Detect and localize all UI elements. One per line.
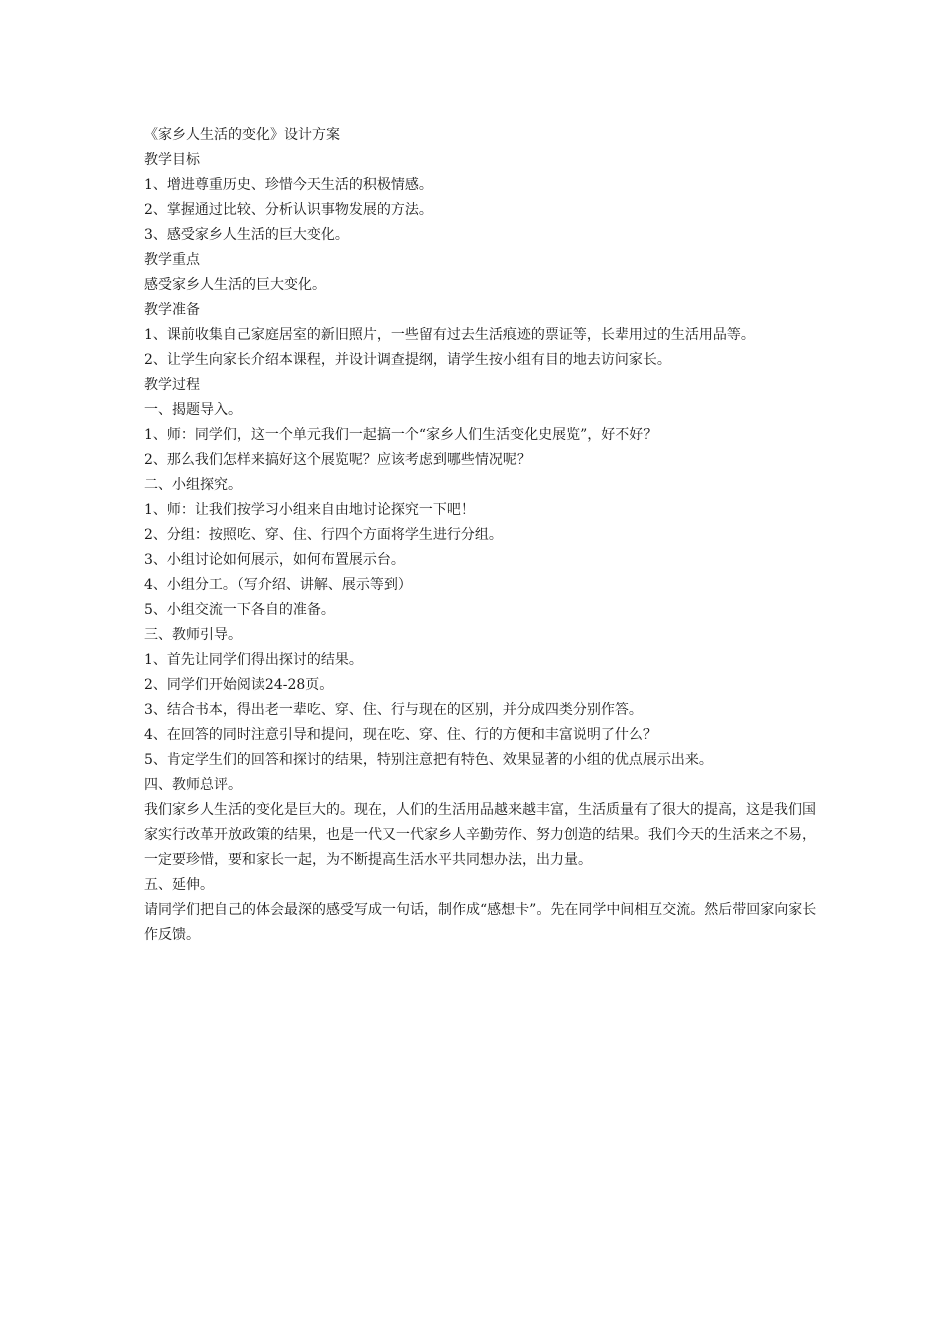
section-heading-preparation: 教学准备 xyxy=(144,302,200,318)
key-point-text: 感受家乡人生活的巨大变化。 xyxy=(144,277,326,293)
document-title: 《家乡人生活的变化》设计方案 xyxy=(144,127,340,143)
preparation-item: 2、让学生向家长介绍本课程，并设计调查提纲，请学生按小组有目的地去访问家长。 xyxy=(144,352,671,368)
process-step-heading: 四、教师总评。 xyxy=(144,777,242,793)
process-step-item: 1、师：让我们按学习小组来自由地讨论探究一下吧！ xyxy=(144,502,475,518)
process-step-item: 4、小组分工。（写介绍、讲解、展示等到） xyxy=(144,577,412,593)
process-step-item: 3、小组讨论如何展示，如何布置展示台。 xyxy=(144,552,405,568)
process-step-item: 5、小组交流一下各自的准备。 xyxy=(144,602,335,618)
process-step-item: 1、师：同学们，这一个单元我们一起搞一个“家乡人们生活变化史展览”，好不好？ xyxy=(144,427,658,443)
section-heading-objectives: 教学目标 xyxy=(144,152,200,168)
preparation-item: 1、课前收集自己家庭居室的新旧照片，一些留有过去生活痕迹的票证等，长辈用过的生活用品等。 xyxy=(144,327,755,343)
process-step-item: 2、分组：按照吃、穿、住、行四个方面将学生进行分组。 xyxy=(144,527,503,543)
summary-paragraph: 我们家乡人生活的变化是巨大的。现在，人们的生活用品越来越丰富，生活质量有了很大的提高，这是我们国家实行改革开放政策的结果，也是一代又一代家乡人辛勤劳作、努力创造的结果。我们今天的生活来之不易，一定要珍惜，要和家长一起，为不断提高生活水平共同想办法，出力量。 xyxy=(144,802,816,868)
objective-item: 2、掌握通过比较、分析认识事物发展的方法。 xyxy=(144,202,433,218)
process-step-item: 4、在回答的同时注意引导和提问，现在吃、穿、住、行的方便和丰富说明了什么？ xyxy=(144,727,657,743)
objective-item: 1、增进尊重历史、珍惜今天生活的积极情感。 xyxy=(144,177,433,193)
document-body xyxy=(144,123,824,948)
process-step-heading: 二、小组探究。 xyxy=(144,477,242,493)
process-step-item: 3、结合书本，得出老一辈吃、穿、住、行与现在的区别，并分成四类分别作答。 xyxy=(144,702,643,718)
process-step-heading: 五、延伸。 xyxy=(144,877,214,893)
process-step-item: 1、首先让同学们得出探讨的结果。 xyxy=(144,652,363,668)
process-step-heading: 一、揭题导入。 xyxy=(144,402,242,418)
process-step-item: 2、那么我们怎样来搞好这个展览呢？应该考虑到哪些情况呢？ xyxy=(144,452,531,468)
extension-paragraph: 请同学们把自己的体会最深的感受写成一句话，制作成“感想卡”。先在同学中间相互交流。然后带回家向家长作反馈。 xyxy=(144,902,817,943)
objective-item: 3、感受家乡人生活的巨大变化。 xyxy=(144,227,349,243)
process-step-item: 5、肯定学生们的回答和探讨的结果，特别注意把有特色、效果显著的小组的优点展示出来。 xyxy=(144,752,713,768)
section-heading-process: 教学过程 xyxy=(144,377,200,393)
section-heading-key-point: 教学重点 xyxy=(144,252,200,268)
process-step-heading: 三、教师引导。 xyxy=(144,627,242,643)
process-step-item: 2、同学们开始阅读24-28页。 xyxy=(144,677,334,693)
